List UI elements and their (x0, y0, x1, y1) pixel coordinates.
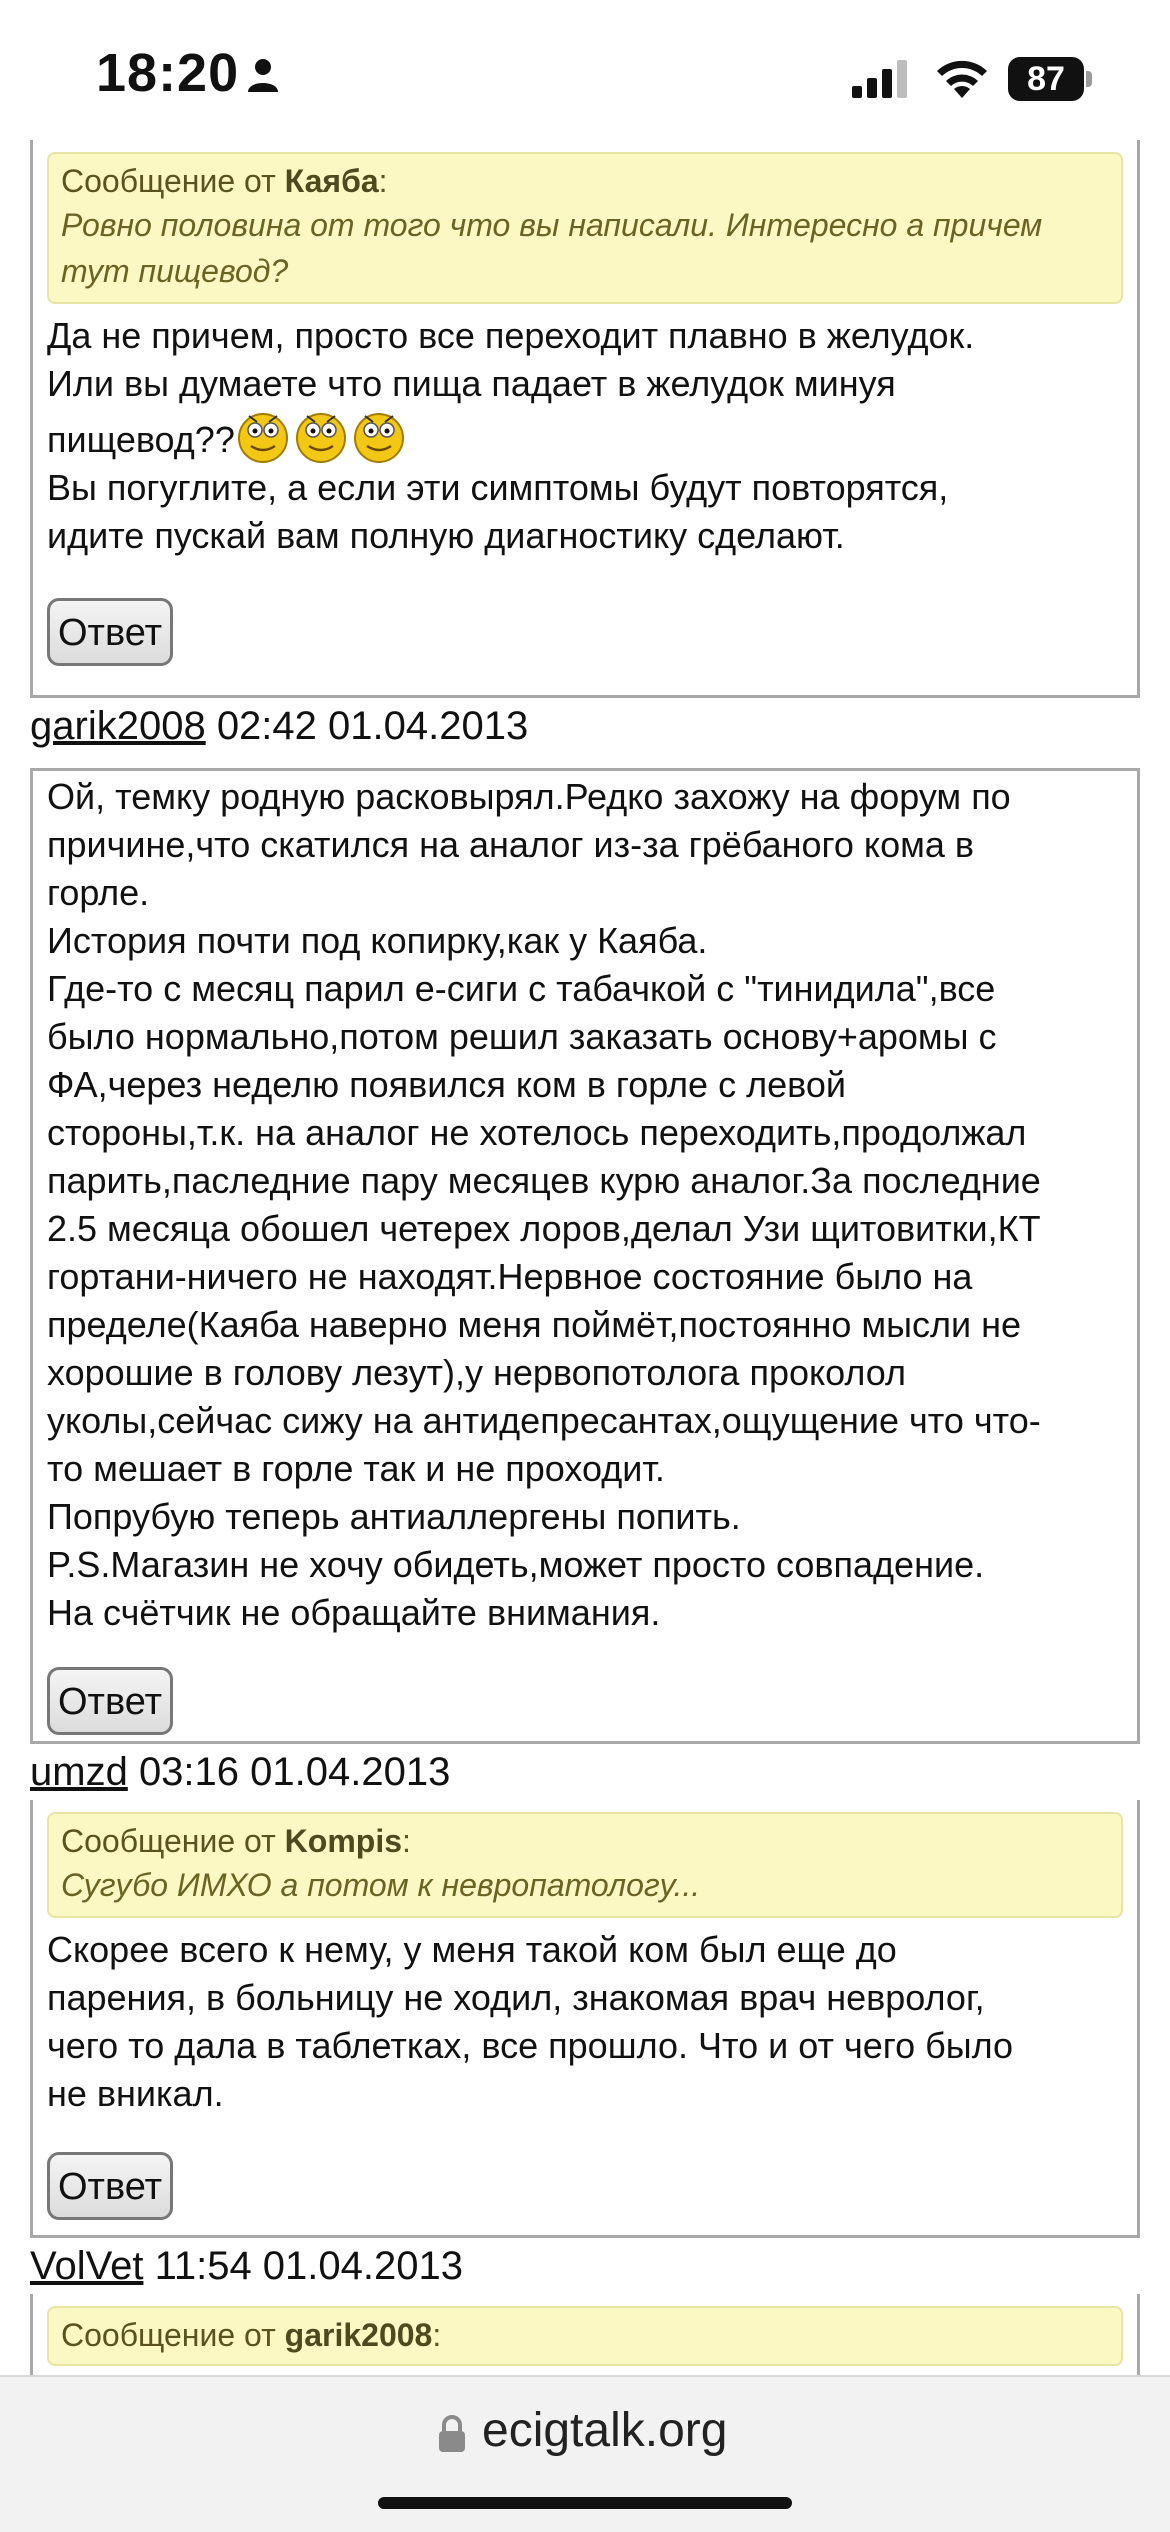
post-datetime: 03:16 01.04.2013 (138, 1750, 451, 1794)
post-author-link[interactable]: umzd (30, 1750, 128, 1794)
post-body: Ой, темку родную расковырял.Редко захожу на форум по причине,что скатился на аналог из-за грёбаного кома в горле. История почти под копирку,как у Каяба. Где-то с месяц парил е-сиги с табачкой с "тинидила",все было нормально,потом решил заказать основу+аромы с ФА,через неделю появился ком в горле с левой стороны,т.к. на аналог не хотелось переходить,продолжал парить,паследние пару месяцев курю аналог.За последние 2.5 месяца обошел четерех лоров,делал Узи щитовитки,КТ гортани-ничего не находят.Нервное состояние было на пределе(Каяба наверно меня поймёт,постоянно мысли не хорошие в голову лезут),у нервопотолога проколол уколы,сейчас сижу на антидепресантах,ощущение что что- то мешает в горле так и не проходит. Попрубую теперь антиаллергены попить. P.S.Магазин не хочу обидеть,может просто совпадение. На счётчик не обращайте внимания. (47, 776, 1041, 1633)
quote-author: Kompis (284, 1823, 403, 1859)
reply-button[interactable]: Ответ (47, 2152, 173, 2220)
status-time: 18:20 (96, 43, 240, 103)
post-header (30, 702, 528, 750)
quote-block: Сообщение от Каяба: Ровно половина от того что вы написали. Интересно а причем тут пищевод? (47, 152, 1123, 304)
post-body: Скорее всего к нему, у меня такой ком был еще до парения, в больницу не ходил, знакомая врач невролог, чего то дала в таблетках, все прошло. Что и от чего было не вникал. (47, 1929, 1014, 2114)
forum-post (30, 140, 1140, 698)
status-bar (0, 0, 1170, 140)
reply-button[interactable]: Ответ (47, 1667, 173, 1735)
battery-level: 87 (1008, 57, 1084, 101)
post-author-link[interactable]: VolVet (30, 2244, 144, 2288)
reply-button[interactable]: Ответ (47, 598, 173, 666)
smiley-icon (235, 408, 291, 464)
forum-post (30, 768, 1140, 1744)
person-icon (246, 58, 280, 92)
battery-icon (1008, 57, 1092, 101)
post-header (30, 1748, 450, 1796)
post-datetime: 11:54 01.04.2013 (154, 2244, 463, 2288)
post-body: Да не причем, просто все переходит плавно в желудок. Или вы думаете что пища падает в желудок минуя пищевод?? Вы погуглите, а если эти симптомы будут повторятся, идите пускай вам полную диагностику сделают. (47, 315, 975, 556)
url-text[interactable]: ecigtalk.org (482, 2404, 728, 2457)
post-author-link[interactable]: garik2008 (30, 704, 206, 748)
wifi-icon (934, 54, 990, 98)
forum-post (30, 2294, 1140, 2375)
post-header (30, 2242, 463, 2290)
quote-text: Сугубо ИМХО а потом к невропатологу... (61, 1867, 701, 1903)
lock-icon (438, 2415, 466, 2453)
quote-author: garik2008 (284, 2317, 433, 2353)
smiley-icon (293, 408, 349, 464)
post-datetime: 02:42 01.04.2013 (216, 704, 529, 748)
quote-block: Сообщение от garik2008: (47, 2306, 1123, 2366)
signal-icon (852, 60, 910, 98)
forum-thread (0, 140, 1170, 2375)
browser-address-bar[interactable] (0, 2375, 1170, 2532)
forum-post (30, 1800, 1140, 2238)
quote-text: Ровно половина от того что вы написали. Интересно а причем тут пищевод? (61, 207, 1043, 289)
quote-author: Каяба (284, 163, 379, 199)
smileys (235, 408, 409, 464)
home-indicator[interactable] (378, 2497, 792, 2509)
quote-block: Сообщение от Kompis: Сугубо ИМХО а потом к невропатологу... (47, 1812, 1123, 1918)
smiley-icon (351, 408, 407, 464)
